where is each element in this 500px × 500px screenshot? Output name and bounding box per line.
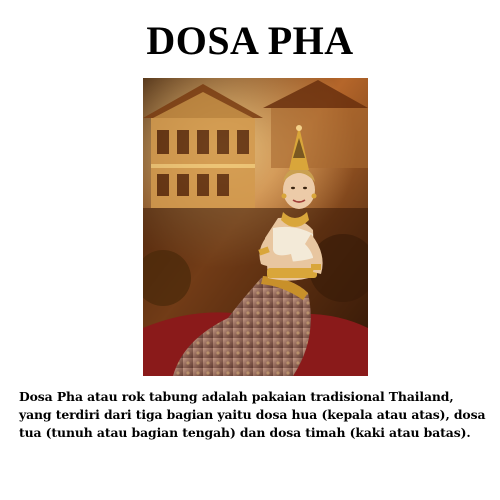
gold-belt <box>267 268 317 278</box>
photo-illustration <box>143 78 368 376</box>
caption-text: Dosa Pha atau rok tabung adalah pakaian tradisional Thailand, yang terdiri dari tiga bagian yaitu dosa hua (kepala atau atas), dosa tua (tunuh atau bagian tengah) dan dosa timah (kaki atau batas). <box>19 389 486 440</box>
page-title: DOSA PHA <box>146 18 354 63</box>
thai-dancer-photo <box>143 78 368 376</box>
